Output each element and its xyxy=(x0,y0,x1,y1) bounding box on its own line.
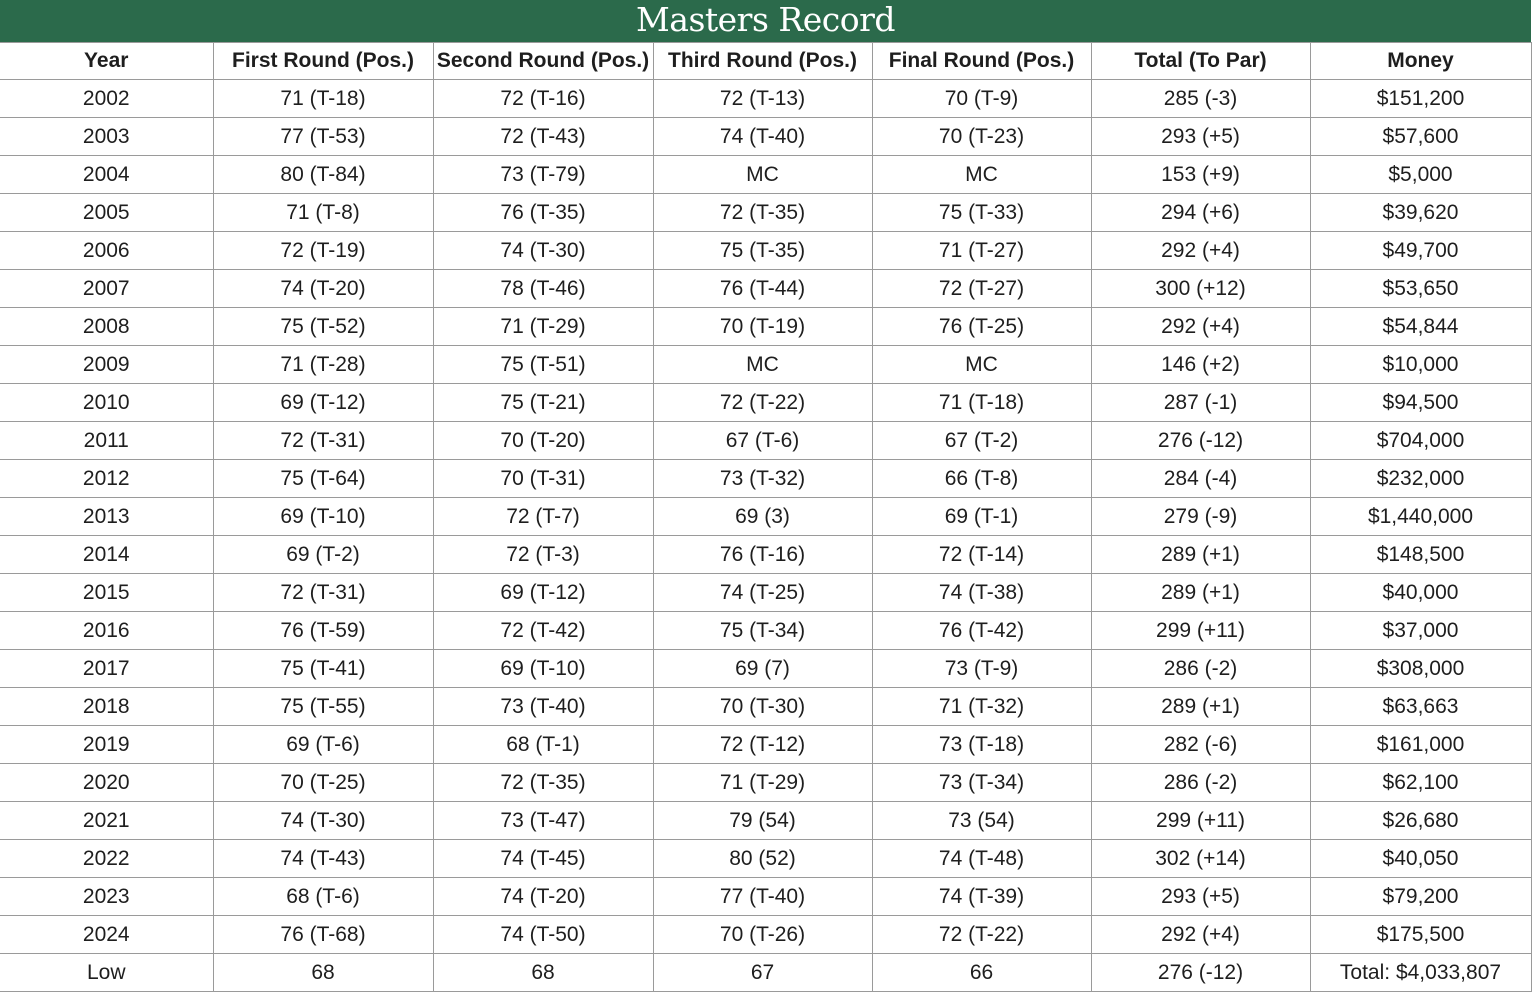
cell-third-round: 73 (T-32) xyxy=(653,460,872,498)
cell-final-round: 73 (T-34) xyxy=(872,764,1091,802)
cell-total: 289 (+1) xyxy=(1091,574,1310,612)
table-row xyxy=(0,726,1531,764)
cell-year: 2004 xyxy=(0,156,213,194)
cell-year: 2023 xyxy=(0,878,213,916)
header-row xyxy=(0,43,1531,80)
cell-total: 287 (-1) xyxy=(1091,384,1310,422)
cell-first-round: 69 (T-2) xyxy=(213,536,433,574)
table-row xyxy=(0,118,1531,156)
cell-second-round: 68 xyxy=(433,954,653,992)
cell-third-round: 76 (T-44) xyxy=(653,270,872,308)
cell-total: 286 (-2) xyxy=(1091,764,1310,802)
cell-final-round: 67 (T-2) xyxy=(872,422,1091,460)
cell-second-round: 75 (T-51) xyxy=(433,346,653,384)
table-title: Masters Record xyxy=(0,0,1531,42)
table-row xyxy=(0,802,1531,840)
cell-third-round: 67 xyxy=(653,954,872,992)
cell-second-round: 69 (T-10) xyxy=(433,650,653,688)
cell-third-round: 70 (T-30) xyxy=(653,688,872,726)
cell-first-round: 74 (T-20) xyxy=(213,270,433,308)
column-header-year: Year xyxy=(0,43,213,80)
cell-total: 279 (-9) xyxy=(1091,498,1310,536)
cell-year: 2016 xyxy=(0,612,213,650)
cell-final-round: 70 (T-9) xyxy=(872,80,1091,118)
cell-final-round: 74 (T-38) xyxy=(872,574,1091,612)
cell-total: 292 (+4) xyxy=(1091,308,1310,346)
cell-third-round: 70 (T-26) xyxy=(653,916,872,954)
cell-total: 299 (+11) xyxy=(1091,612,1310,650)
cell-money: $37,000 xyxy=(1310,612,1531,650)
cell-total: 153 (+9) xyxy=(1091,156,1310,194)
cell-year: 2010 xyxy=(0,384,213,422)
cell-money: $232,000 xyxy=(1310,460,1531,498)
cell-second-round: 69 (T-12) xyxy=(433,574,653,612)
cell-second-round: 72 (T-7) xyxy=(433,498,653,536)
table-body xyxy=(0,80,1531,992)
cell-first-round: 68 xyxy=(213,954,433,992)
table-row xyxy=(0,574,1531,612)
cell-total: 302 (+14) xyxy=(1091,840,1310,878)
cell-money: $57,600 xyxy=(1310,118,1531,156)
cell-total: 286 (-2) xyxy=(1091,650,1310,688)
cell-third-round: 69 (7) xyxy=(653,650,872,688)
cell-final-round: 72 (T-22) xyxy=(872,916,1091,954)
cell-second-round: 78 (T-46) xyxy=(433,270,653,308)
cell-money: $40,050 xyxy=(1310,840,1531,878)
cell-first-round: 80 (T-84) xyxy=(213,156,433,194)
cell-final-round: MC xyxy=(872,156,1091,194)
cell-final-round: 69 (T-1) xyxy=(872,498,1091,536)
cell-year: 2021 xyxy=(0,802,213,840)
cell-money: $175,500 xyxy=(1310,916,1531,954)
cell-first-round: 76 (T-68) xyxy=(213,916,433,954)
cell-first-round: 70 (T-25) xyxy=(213,764,433,802)
cell-total: 292 (+4) xyxy=(1091,916,1310,954)
cell-total: 300 (+12) xyxy=(1091,270,1310,308)
cell-money: $151,200 xyxy=(1310,80,1531,118)
table-row xyxy=(0,346,1531,384)
cell-final-round: 75 (T-33) xyxy=(872,194,1091,232)
cell-final-round: 66 xyxy=(872,954,1091,992)
cell-second-round: 74 (T-50) xyxy=(433,916,653,954)
cell-total: 289 (+1) xyxy=(1091,688,1310,726)
table-row xyxy=(0,612,1531,650)
cell-first-round: 69 (T-10) xyxy=(213,498,433,536)
cell-year: Low xyxy=(0,954,213,992)
cell-year: 2003 xyxy=(0,118,213,156)
cell-first-round: 72 (T-31) xyxy=(213,422,433,460)
cell-third-round: 72 (T-22) xyxy=(653,384,872,422)
cell-third-round: 75 (T-35) xyxy=(653,232,872,270)
table-row xyxy=(0,80,1531,118)
cell-third-round: 80 (52) xyxy=(653,840,872,878)
cell-final-round: MC xyxy=(872,346,1091,384)
cell-first-round: 69 (T-12) xyxy=(213,384,433,422)
cell-year: 2008 xyxy=(0,308,213,346)
cell-second-round: 72 (T-42) xyxy=(433,612,653,650)
cell-year: 2017 xyxy=(0,650,213,688)
cell-year: 2007 xyxy=(0,270,213,308)
table-row xyxy=(0,384,1531,422)
cell-third-round: MC xyxy=(653,346,872,384)
cell-final-round: 73 (T-9) xyxy=(872,650,1091,688)
table-row xyxy=(0,270,1531,308)
table-header xyxy=(0,43,1531,80)
cell-final-round: 76 (T-42) xyxy=(872,612,1091,650)
cell-third-round: 72 (T-35) xyxy=(653,194,872,232)
cell-money: $308,000 xyxy=(1310,650,1531,688)
cell-first-round: 75 (T-64) xyxy=(213,460,433,498)
cell-third-round: MC xyxy=(653,156,872,194)
cell-money: $161,000 xyxy=(1310,726,1531,764)
table-row xyxy=(0,536,1531,574)
cell-second-round: 73 (T-47) xyxy=(433,802,653,840)
cell-year: 2013 xyxy=(0,498,213,536)
cell-money: $39,620 xyxy=(1310,194,1531,232)
cell-first-round: 69 (T-6) xyxy=(213,726,433,764)
cell-year: 2002 xyxy=(0,80,213,118)
cell-final-round: 76 (T-25) xyxy=(872,308,1091,346)
cell-final-round: 74 (T-39) xyxy=(872,878,1091,916)
cell-total: 276 (-12) xyxy=(1091,422,1310,460)
cell-money: $26,680 xyxy=(1310,802,1531,840)
cell-second-round: 72 (T-3) xyxy=(433,536,653,574)
cell-second-round: 74 (T-30) xyxy=(433,232,653,270)
cell-money: $63,663 xyxy=(1310,688,1531,726)
cell-second-round: 72 (T-43) xyxy=(433,118,653,156)
cell-third-round: 71 (T-29) xyxy=(653,764,872,802)
cell-total: 292 (+4) xyxy=(1091,232,1310,270)
cell-second-round: 72 (T-35) xyxy=(433,764,653,802)
cell-total: 293 (+5) xyxy=(1091,118,1310,156)
cell-first-round: 75 (T-55) xyxy=(213,688,433,726)
cell-total: 276 (-12) xyxy=(1091,954,1310,992)
cell-total: 146 (+2) xyxy=(1091,346,1310,384)
cell-third-round: 69 (3) xyxy=(653,498,872,536)
cell-money: $704,000 xyxy=(1310,422,1531,460)
cell-year: 2015 xyxy=(0,574,213,612)
table-row xyxy=(0,156,1531,194)
cell-money: $62,100 xyxy=(1310,764,1531,802)
cell-final-round: 74 (T-48) xyxy=(872,840,1091,878)
cell-year: 2022 xyxy=(0,840,213,878)
cell-third-round: 74 (T-40) xyxy=(653,118,872,156)
masters-record-table xyxy=(0,42,1532,992)
cell-total: 299 (+11) xyxy=(1091,802,1310,840)
cell-second-round: 74 (T-45) xyxy=(433,840,653,878)
column-header-first-round: First Round (Pos.) xyxy=(213,43,433,80)
column-header-money: Money xyxy=(1310,43,1531,80)
cell-final-round: 70 (T-23) xyxy=(872,118,1091,156)
cell-third-round: 76 (T-16) xyxy=(653,536,872,574)
cell-final-round: 72 (T-27) xyxy=(872,270,1091,308)
cell-first-round: 75 (T-41) xyxy=(213,650,433,688)
cell-first-round: 75 (T-52) xyxy=(213,308,433,346)
cell-final-round: 73 (54) xyxy=(872,802,1091,840)
cell-first-round: 71 (T-18) xyxy=(213,80,433,118)
cell-money: $94,500 xyxy=(1310,384,1531,422)
cell-final-round: 71 (T-32) xyxy=(872,688,1091,726)
cell-money: $49,700 xyxy=(1310,232,1531,270)
cell-final-round: 66 (T-8) xyxy=(872,460,1091,498)
cell-year: 2024 xyxy=(0,916,213,954)
cell-total: 294 (+6) xyxy=(1091,194,1310,232)
column-header-second-round: Second Round (Pos.) xyxy=(433,43,653,80)
cell-year: 2012 xyxy=(0,460,213,498)
table-row xyxy=(0,878,1531,916)
cell-money: Total: $4,033,807 xyxy=(1310,954,1531,992)
cell-third-round: 72 (T-12) xyxy=(653,726,872,764)
cell-money: $54,844 xyxy=(1310,308,1531,346)
cell-total: 293 (+5) xyxy=(1091,878,1310,916)
cell-first-round: 74 (T-30) xyxy=(213,802,433,840)
cell-money: $148,500 xyxy=(1310,536,1531,574)
cell-money: $79,200 xyxy=(1310,878,1531,916)
cell-third-round: 67 (T-6) xyxy=(653,422,872,460)
cell-third-round: 79 (54) xyxy=(653,802,872,840)
cell-total: 285 (-3) xyxy=(1091,80,1310,118)
cell-third-round: 75 (T-34) xyxy=(653,612,872,650)
cell-money: $53,650 xyxy=(1310,270,1531,308)
cell-third-round: 70 (T-19) xyxy=(653,308,872,346)
cell-money: $5,000 xyxy=(1310,156,1531,194)
cell-final-round: 73 (T-18) xyxy=(872,726,1091,764)
cell-second-round: 73 (T-40) xyxy=(433,688,653,726)
column-header-third-round: Third Round (Pos.) xyxy=(653,43,872,80)
cell-second-round: 68 (T-1) xyxy=(433,726,653,764)
cell-year: 2014 xyxy=(0,536,213,574)
cell-money: $10,000 xyxy=(1310,346,1531,384)
cell-second-round: 72 (T-16) xyxy=(433,80,653,118)
table-row xyxy=(0,194,1531,232)
cell-money: $40,000 xyxy=(1310,574,1531,612)
table-row xyxy=(0,688,1531,726)
cell-total: 289 (+1) xyxy=(1091,536,1310,574)
cell-year: 2006 xyxy=(0,232,213,270)
cell-first-round: 68 (T-6) xyxy=(213,878,433,916)
table-row xyxy=(0,916,1531,954)
cell-first-round: 71 (T-8) xyxy=(213,194,433,232)
cell-final-round: 71 (T-27) xyxy=(872,232,1091,270)
cell-second-round: 73 (T-79) xyxy=(433,156,653,194)
cell-third-round: 74 (T-25) xyxy=(653,574,872,612)
table-row xyxy=(0,840,1531,878)
cell-second-round: 71 (T-29) xyxy=(433,308,653,346)
cell-total: 284 (-4) xyxy=(1091,460,1310,498)
cell-year: 2005 xyxy=(0,194,213,232)
summary-row xyxy=(0,954,1531,992)
cell-first-round: 72 (T-19) xyxy=(213,232,433,270)
column-header-final-round: Final Round (Pos.) xyxy=(872,43,1091,80)
cell-final-round: 71 (T-18) xyxy=(872,384,1091,422)
cell-third-round: 72 (T-13) xyxy=(653,80,872,118)
cell-first-round: 74 (T-43) xyxy=(213,840,433,878)
table-row xyxy=(0,308,1531,346)
cell-second-round: 74 (T-20) xyxy=(433,878,653,916)
table-row xyxy=(0,232,1531,270)
cell-second-round: 70 (T-20) xyxy=(433,422,653,460)
cell-third-round: 77 (T-40) xyxy=(653,878,872,916)
cell-year: 2011 xyxy=(0,422,213,460)
cell-money: $1,440,000 xyxy=(1310,498,1531,536)
cell-year: 2009 xyxy=(0,346,213,384)
table-row xyxy=(0,650,1531,688)
cell-second-round: 75 (T-21) xyxy=(433,384,653,422)
table-row xyxy=(0,498,1531,536)
cell-year: 2019 xyxy=(0,726,213,764)
cell-first-round: 76 (T-59) xyxy=(213,612,433,650)
table-row xyxy=(0,764,1531,802)
cell-second-round: 76 (T-35) xyxy=(433,194,653,232)
column-header-total: Total (To Par) xyxy=(1091,43,1310,80)
cell-total: 282 (-6) xyxy=(1091,726,1310,764)
cell-second-round: 70 (T-31) xyxy=(433,460,653,498)
cell-year: 2018 xyxy=(0,688,213,726)
cell-year: 2020 xyxy=(0,764,213,802)
cell-first-round: 71 (T-28) xyxy=(213,346,433,384)
table-row xyxy=(0,422,1531,460)
cell-first-round: 77 (T-53) xyxy=(213,118,433,156)
table-row xyxy=(0,460,1531,498)
cell-final-round: 72 (T-14) xyxy=(872,536,1091,574)
cell-first-round: 72 (T-31) xyxy=(213,574,433,612)
